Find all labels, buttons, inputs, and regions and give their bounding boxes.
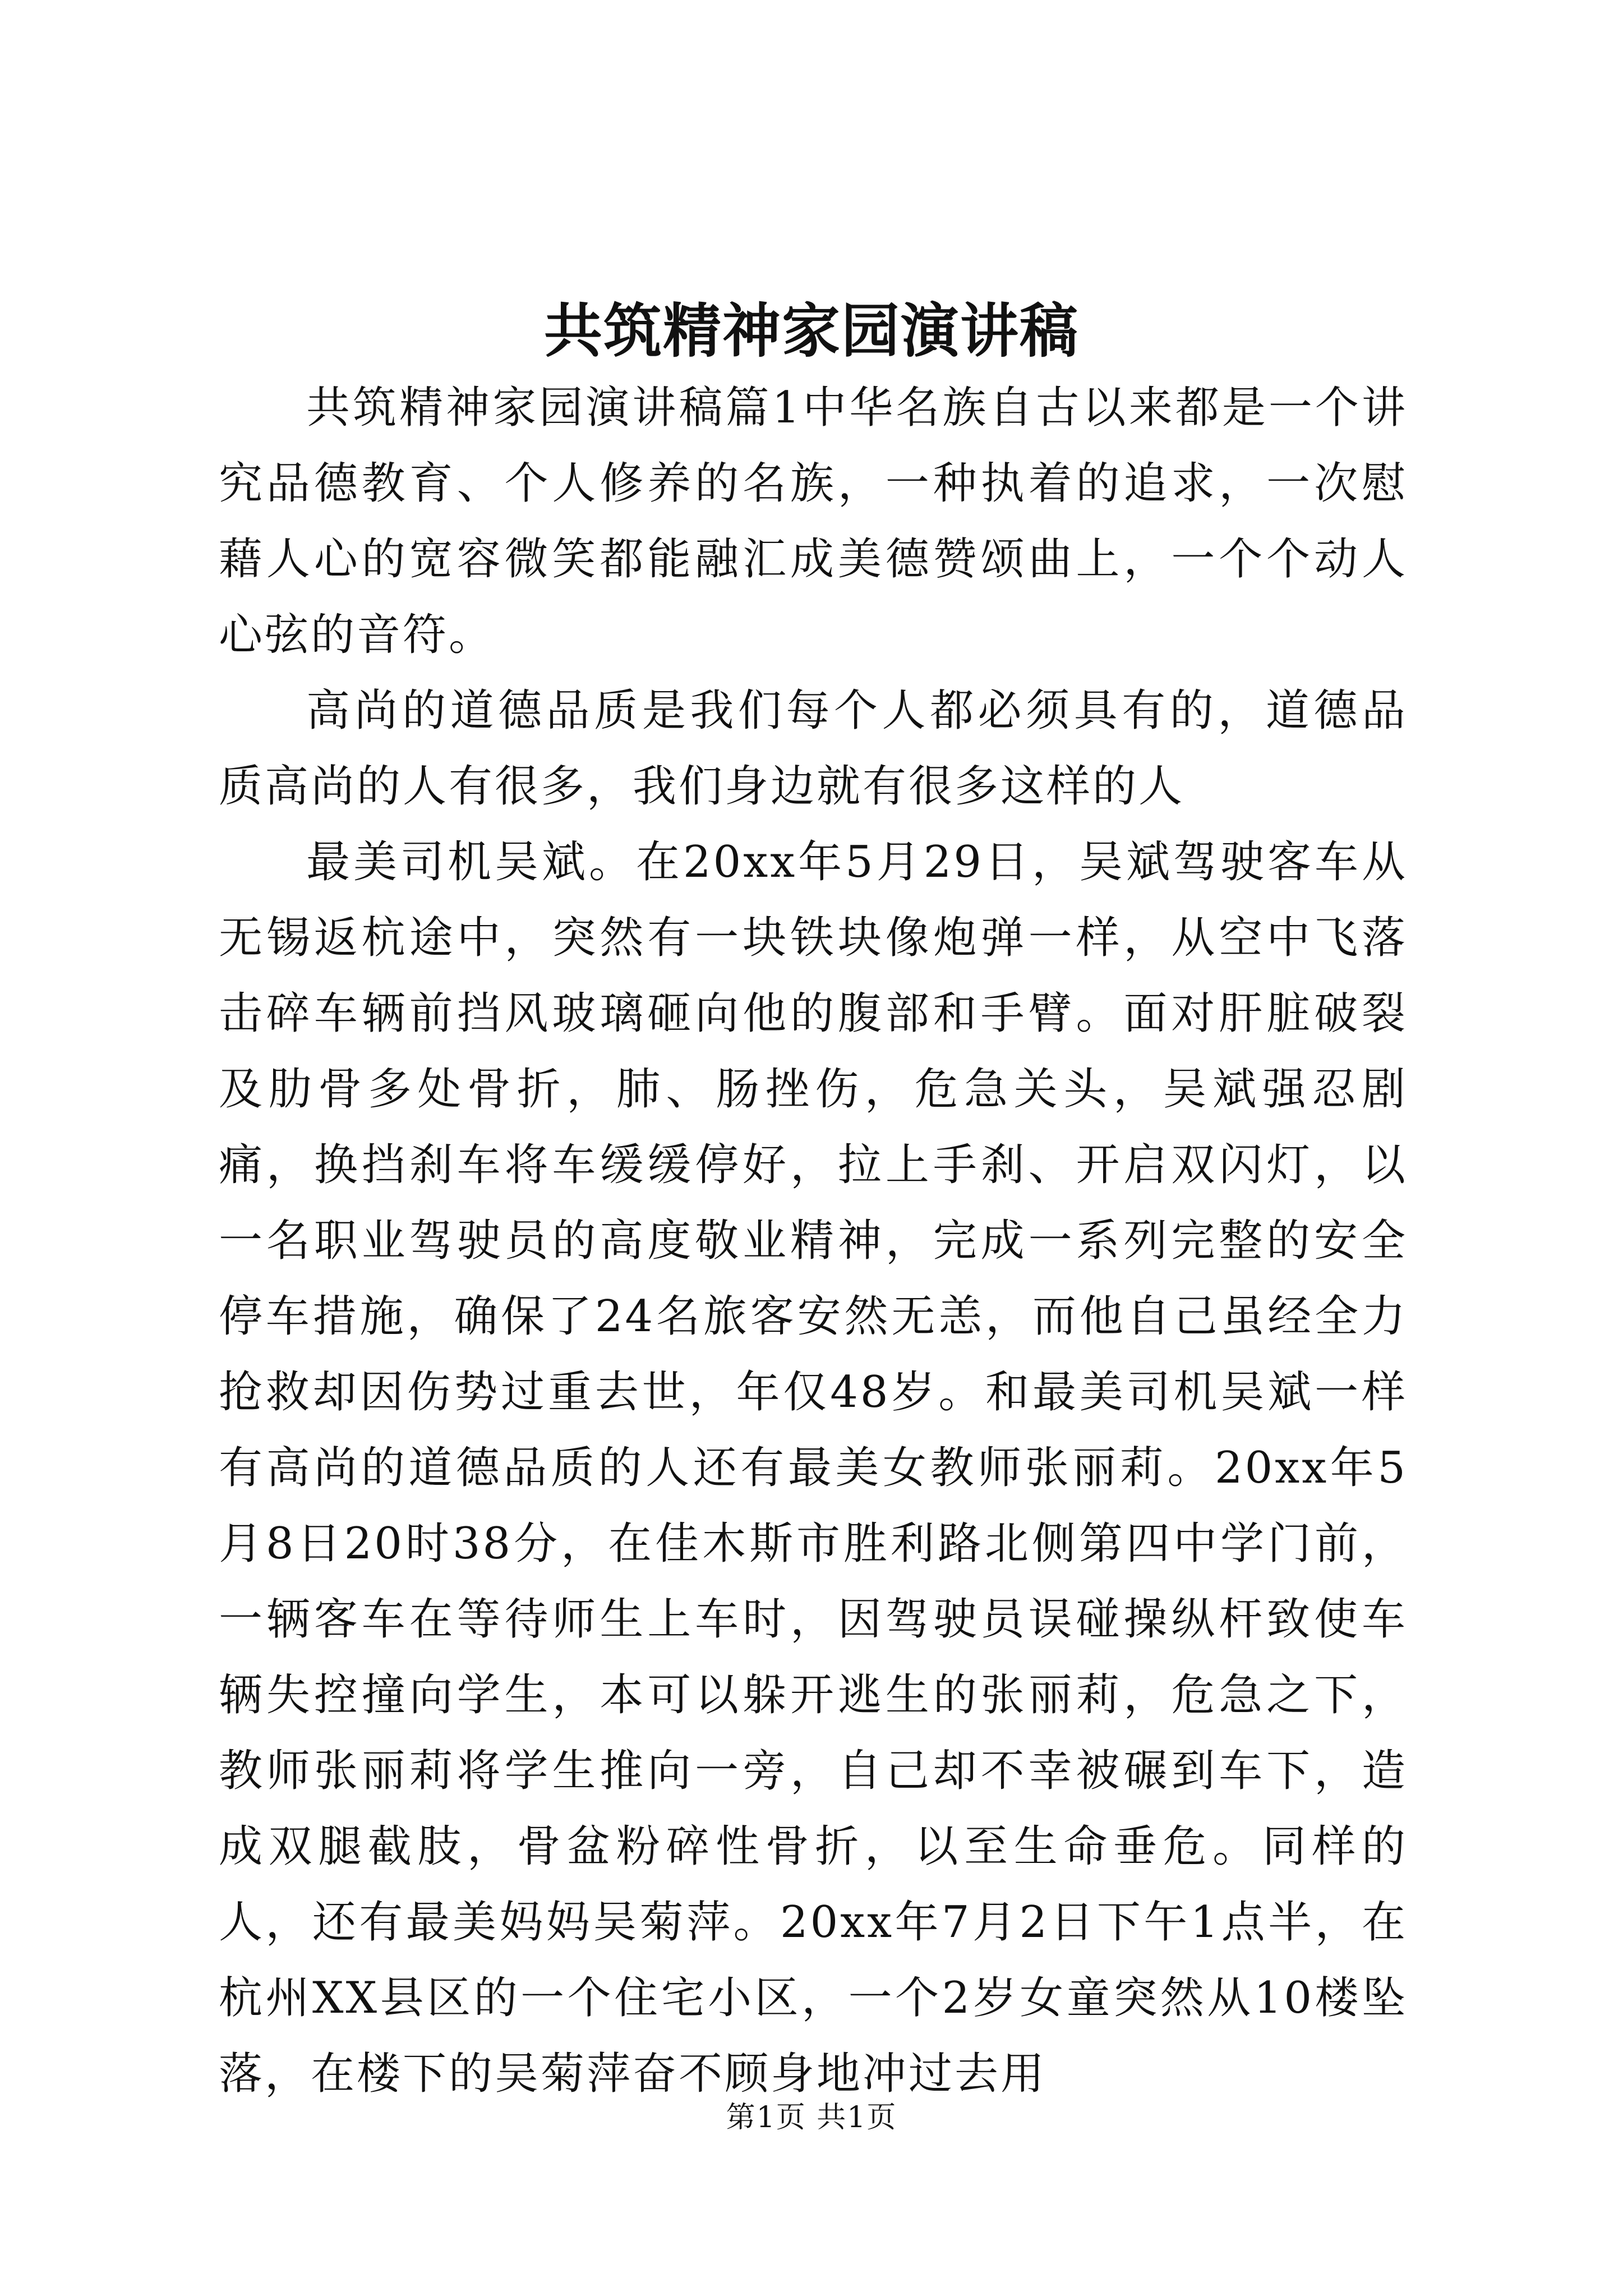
document-title: 共筑精神家园演讲稿 bbox=[543, 296, 1079, 365]
paragraph: 最美司机吴斌。在20xx年5月29日，吴斌驾驶客车从无锡返杭途中，突然有一块铁块像炮弹一样，从空中飞落击碎车辆前挡风玻璃砸向他的腹部和手臂。面对肝脏破裂及肋骨多处骨折，肺、肠挫伤，危急关头，吴斌强忍剧痛，换挡刹车将车缓缓停好，拉上手刹、开启双闪灯，以一名职业驾驶员的高度敬业精神，完成一系列完整的安全停车措施，确保了24名旅客安然无恙，而他自己虽经全力抢救却因伤势过重去世，年仅48岁。和最美司机吴斌一样有高尚的道德品质的人还有最美女教师张丽莉。20xx年5月8日20时38分，在佳木斯市胜利路北侧第四中学门前，一辆客车在等待师生上车时，因驾驶员误碰操纵杆致使车辆失控撞向学生，本可以躲开逃生的张丽莉，危急之下，教师张丽莉将学生推向一旁，自己却不幸被碾到车下，造成双腿截肢，骨盆粉碎性骨折，以至生命垂危。同样的人，还有最美妈妈吴菊萍。20xx年7月2日下午1点半，在杭州XX县区的一个住宅小区，一个2岁女童突然从10楼坠落，在楼下的吴菊萍奋不顾身地冲过去用 bbox=[219, 837, 1408, 2099]
paragraph: 高尚的道德品质是我们每个人都必须具有的，道德品质高尚的人有很多，我们身边就有很多这样的人 bbox=[219, 685, 1408, 812]
document-body bbox=[219, 370, 1408, 2112]
page-indicator: 第1页 共1页 bbox=[726, 2101, 897, 2134]
paragraph: 共筑精神家园演讲稿篇1中华名族自古以来都是一个讲究品德教育、个人修养的名族，一种执着的追求，一次慰藉人心的宽容微笑都能融汇成美德赞颂曲上，一个个动人心弦的音符。 bbox=[219, 383, 1408, 660]
page-footer bbox=[0, 2098, 1623, 2137]
